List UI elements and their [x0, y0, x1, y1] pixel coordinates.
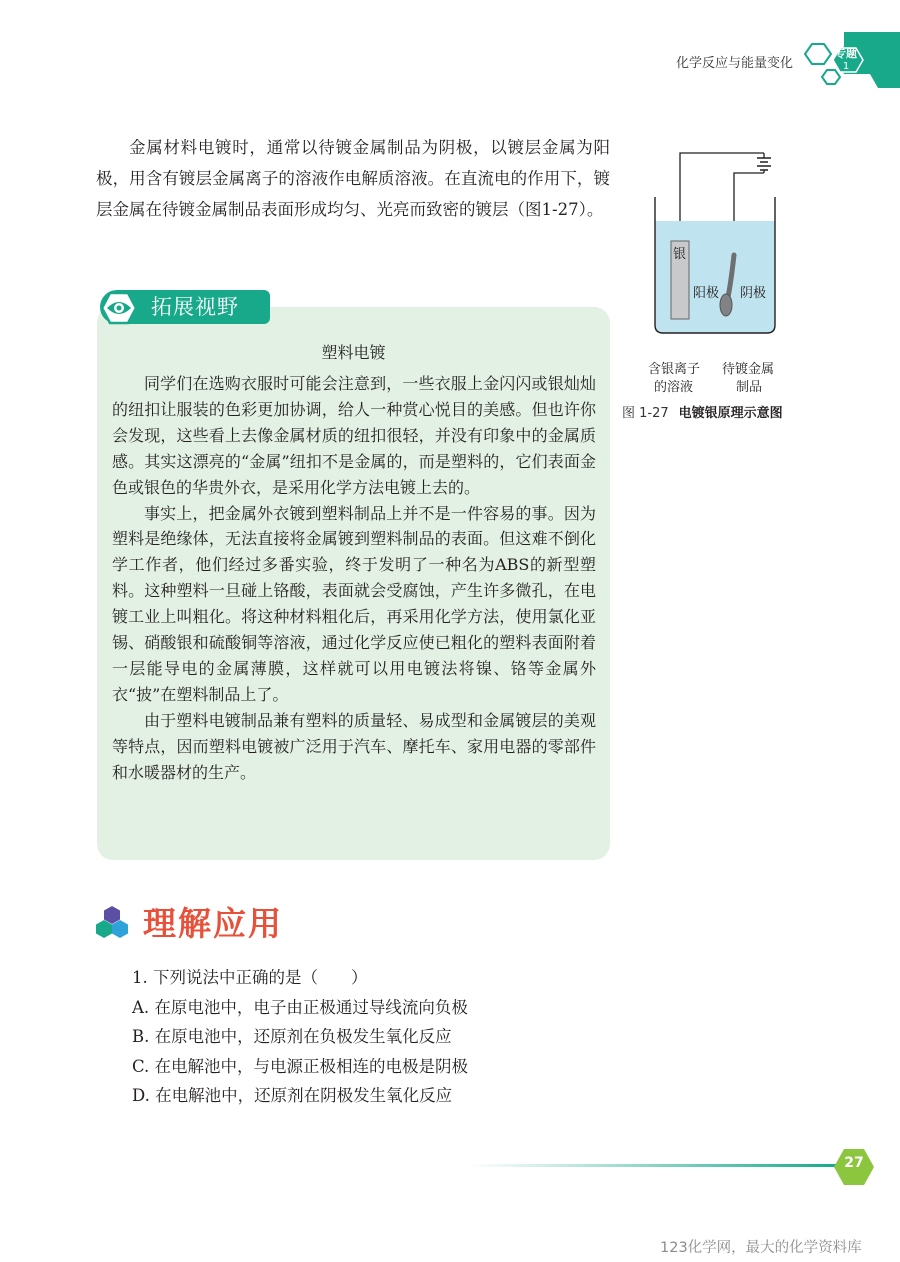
electroplating-diagram [640, 145, 790, 395]
footer-divider [470, 1164, 838, 1167]
extension-paragraph: 事实上，把金属外衣镀到塑料制品上并不是一件容易的事。因为塑料是绝缘体，无法直接将金属镀到塑料制品的表面。但这难不倒化学工作者，他们经过多番实验，终于发明了一种名为ABS的新型塑料。这种塑料一旦碰上铬酸，表面就会受腐蚀，产生许多微孔，在电镀工业上叫粗化。将这种材料粗化后，再采用化学方法，使用氯化亚锡、硝酸银和硫酸铜等溶液，通过化学反应使已粗化的塑料表面附着一层能导电的金属薄膜，这样就可以用电镀法将镍、铬等金属外衣“披”在塑料制品上了。 [112, 503, 596, 704]
solution-label-line2: 的溶液 [654, 380, 694, 395]
extension-title: 塑料电镀 [321, 343, 386, 362]
figure-caption [622, 402, 783, 421]
extension-paragraph: 由于塑料电镀制品兼有塑料的质量轻、易成型和金属镀层的美观等特点，因而塑料电镀被广泛用于汽车、摩托车、家用电器的零部件和水暖器材的生产。 [112, 710, 596, 782]
extension-paragraph: 同学们在选购衣服时可能会注意到，一些衣服上金闪闪或银灿灿的纽扣让服装的色彩更加协调，给人一种赏心悦目的美感。但也许你会发现，这些看上去像金属材质的纽扣很轻，并没有印象中的金属质感。其实这漂亮的“金属”纽扣不是金属的，而是塑料的，它们表面金色或银色的华贵外衣，是采用化学方法电镀上去的。 [112, 374, 596, 497]
electrode-char: 银 [673, 247, 687, 262]
option-b: B. 在原电池中，还原剂在负极发生氧化反应 [132, 1027, 452, 1046]
chapter-number: 1 [842, 61, 850, 72]
option-a: A. 在原电池中，电子由正极通过导线流向负极 [132, 997, 468, 1017]
option-d: D. 在电解池中，还原剂在阴极发生氧化反应 [132, 1086, 453, 1105]
option-c: C. 在电解池中，与电源正极相连的电极是阴极 [132, 1056, 469, 1076]
question-block [132, 963, 612, 1111]
section-title: 理解应用 [143, 904, 283, 943]
page-number: 27 [844, 1155, 864, 1171]
question-stem: 1. 下列说法中正确的是（ ） [132, 968, 368, 987]
intro-paragraph: 金属材料电镀时，通常以待镀金属制品为阴极，以镀层金属为阳极，用含有镀层金属离子的溶液作电解质溶液。在直流电的作用下，镀层金属在待镀金属制品表面形成均匀、光亮而致密的镀层（图1-27）。 [96, 138, 610, 219]
object-label-line2: 制品 [736, 380, 763, 395]
watermark: 123化学网，最大的化学资料库 [660, 1240, 862, 1256]
figure-number: 图 1-27 [622, 406, 669, 421]
chapter-label: 专题 [835, 47, 857, 60]
extension-body [112, 371, 596, 786]
figure-caption-text: 电镀银原理示意图 [678, 406, 783, 421]
solution-label-line1: 含银离子 [648, 362, 701, 377]
chapter-title: 化学反应与能量变化 [676, 56, 794, 71]
cathode-label: 阴极 [740, 286, 767, 301]
object-label-line1: 待镀金属 [722, 362, 775, 377]
anode-label: 阳极 [693, 286, 720, 301]
eye-icon [98, 288, 140, 328]
cube-cluster-icon [95, 904, 129, 940]
extension-tab-label: 拓展视野 [151, 295, 239, 319]
